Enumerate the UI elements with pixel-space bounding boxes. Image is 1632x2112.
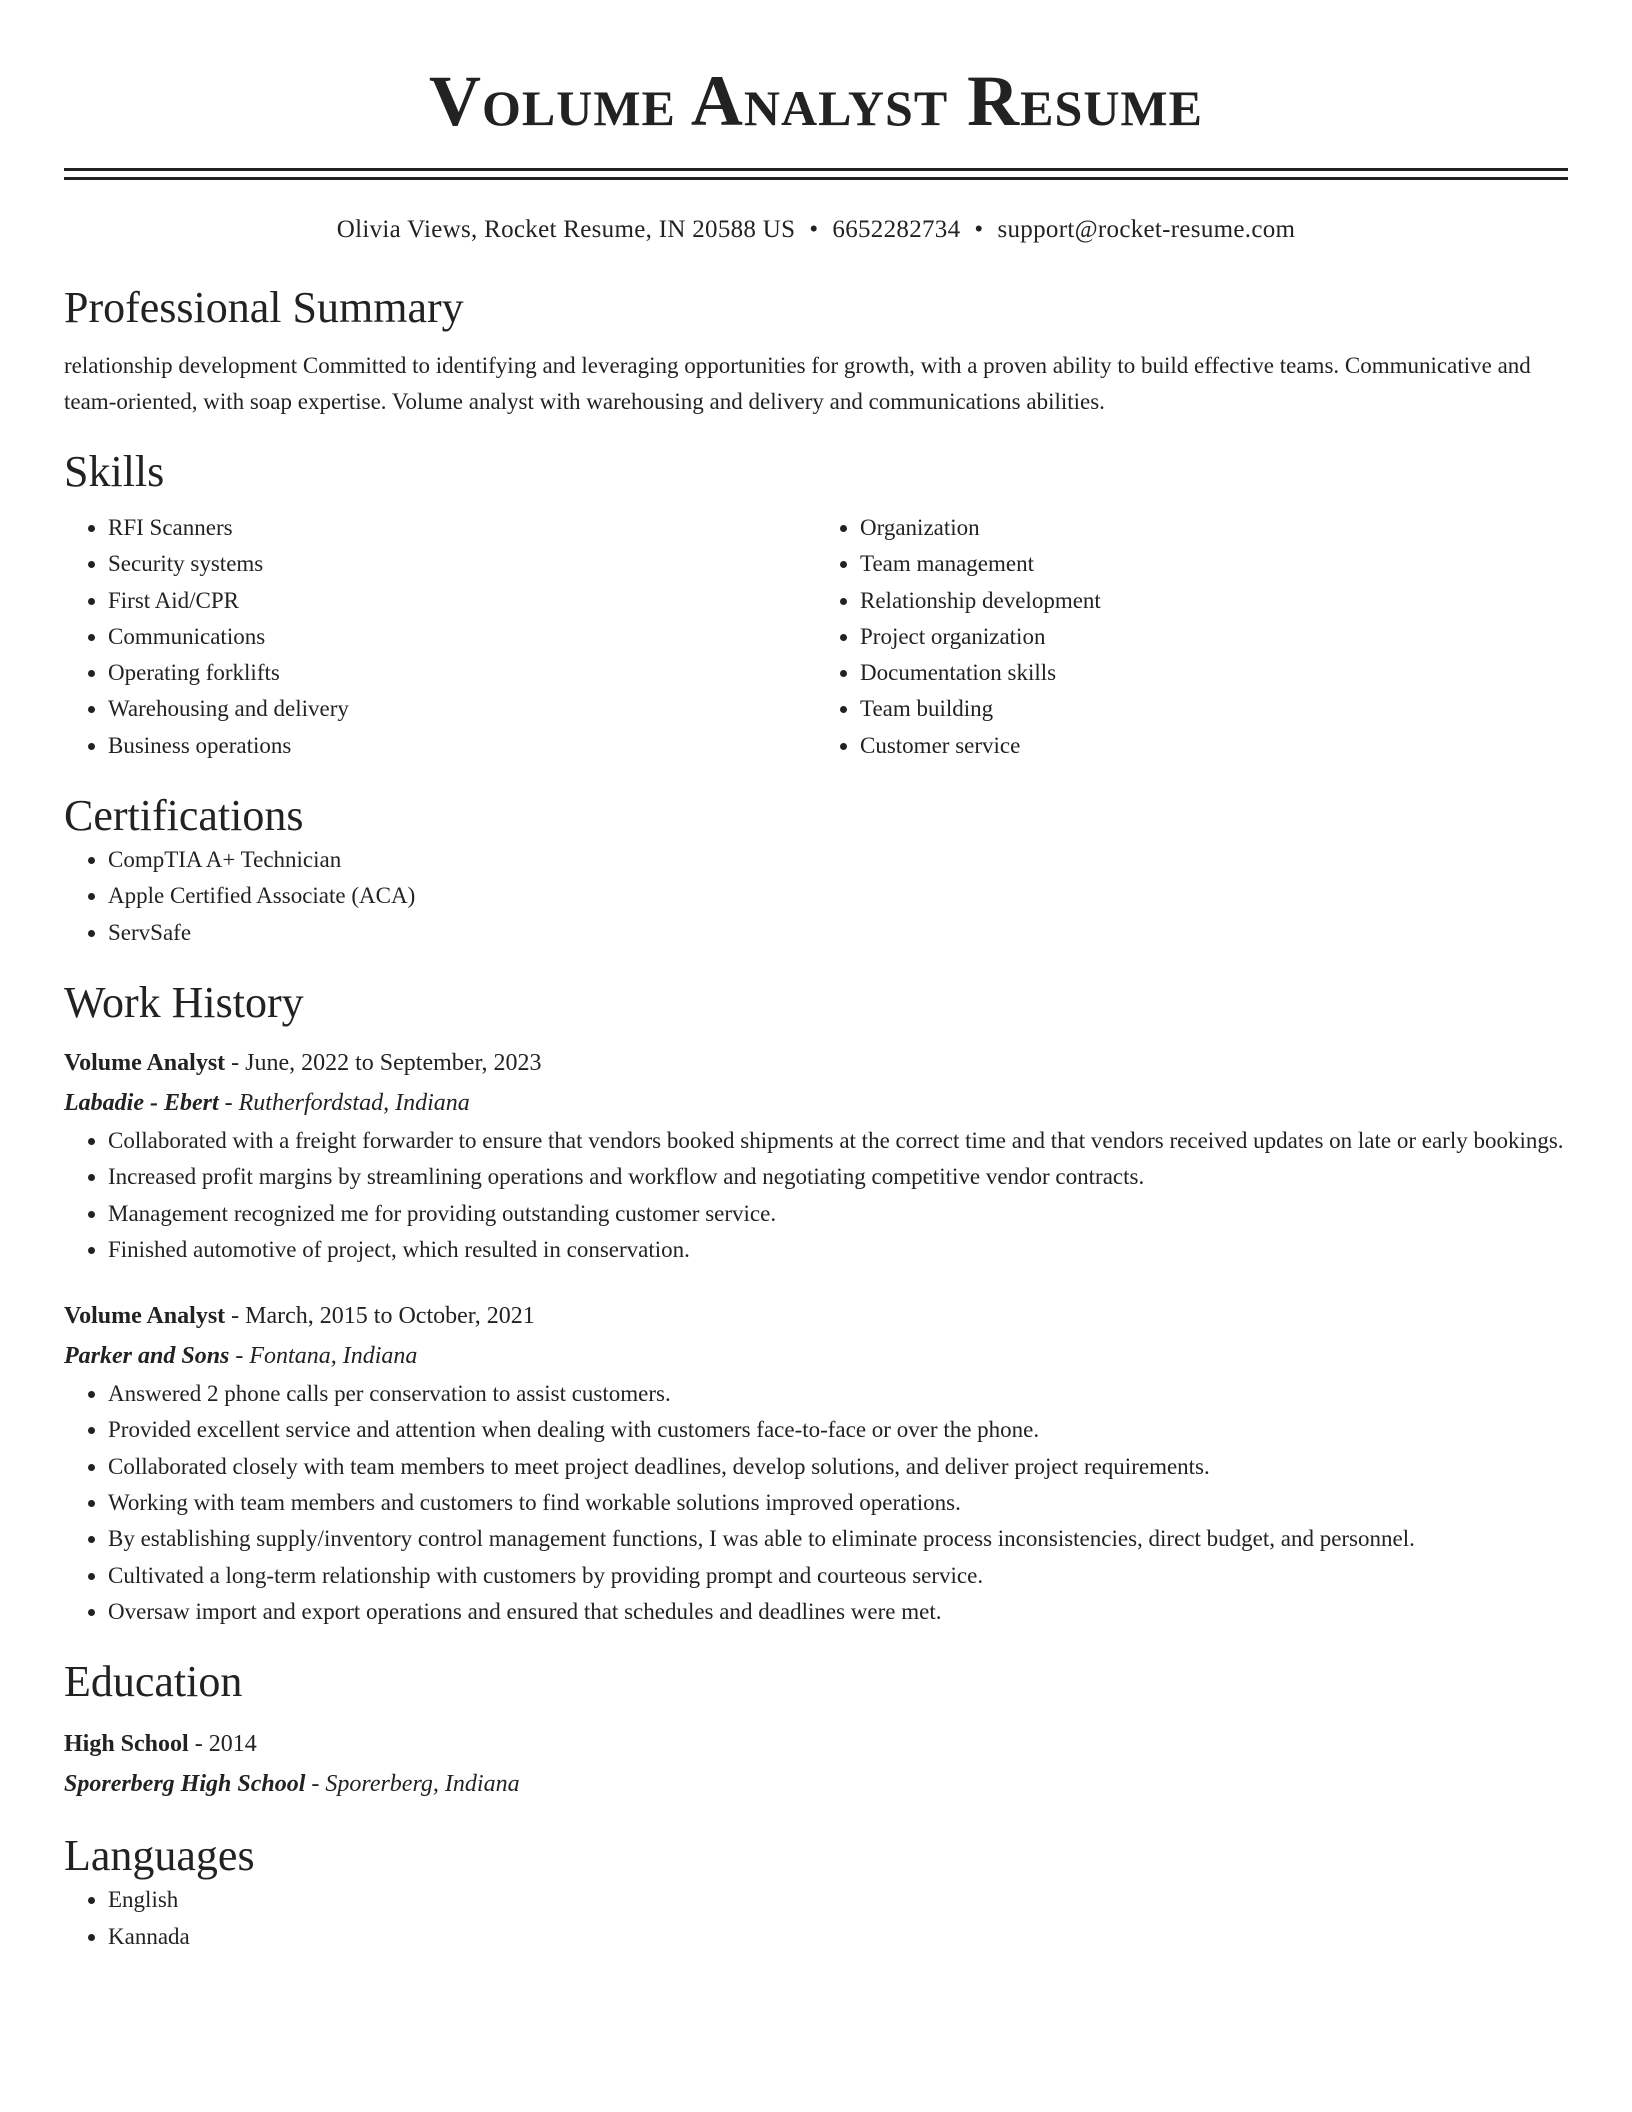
job-company: Labadie - Ebert [64, 1089, 219, 1116]
job-bullet: • Answered 2 phone calls per conservation to assist customers. [108, 1376, 1568, 1412]
skill-item: • Security systems [108, 546, 816, 582]
job-bullet: • By establishing supply/inventory control management functions, I was able to eliminate process inconsistencies, direct budget, and personnel. [108, 1521, 1568, 1557]
contact-email: support@rocket-resume.com [997, 216, 1296, 243]
certification-item: • Apple Certified Associate (ACA) [108, 878, 1568, 914]
job-title: Volume Analyst [64, 1303, 226, 1330]
job-bullet: • Collaborated with a freight forwarder to ensure that vendors booked shipments at the correct time and that vendors received updates on late or early bookings. [108, 1123, 1568, 1159]
work-history-heading: Work History [64, 977, 304, 1027]
job-bullet: • Provided excellent service and attention when dealing with customers face-to-face or over the phone. [108, 1412, 1568, 1448]
job-bullet: • Finished automotive of project, which resulted in conservation. [108, 1232, 1568, 1268]
skill-item: • First Aid/CPR [108, 583, 816, 619]
skills-columns [64, 510, 1568, 764]
skill-item: • RFI Scanners [108, 510, 816, 546]
language-item: • English [108, 1882, 1568, 1918]
job-title-line [64, 1296, 1568, 1336]
certifications-heading: Certifications [64, 791, 304, 841]
contact-address: Olivia Views, Rocket Resume, IN 20588 US [336, 216, 796, 243]
job-bullet-list [64, 1376, 1568, 1630]
job-company: Parker and Sons [64, 1343, 230, 1370]
certifications-list [64, 842, 1568, 951]
skill-item: • Communications [108, 619, 816, 655]
job-bullet: • Working with team members and customers to find workable solutions improved operations. [108, 1485, 1568, 1521]
education-year: - 2014 [188, 1731, 257, 1758]
skill-item: • Organization [860, 510, 1568, 546]
summary-heading: Professional Summary [64, 283, 464, 332]
languages-heading: Languages [64, 1831, 255, 1881]
job-title: Volume Analyst [64, 1049, 226, 1076]
job-bullet: • Collaborated closely with team members to meet project deadlines, develop solutions, and deliver project requirements. [108, 1449, 1568, 1485]
page-title: Volume Analyst Resume [429, 61, 1203, 141]
rule-line-bottom [64, 177, 1568, 180]
certification-item: • CompTIA A+ Technician [108, 842, 1568, 878]
skill-item: • Warehousing and delivery [108, 691, 816, 727]
education-heading: Education [64, 1657, 243, 1707]
skill-item: • Relationship development [860, 583, 1568, 619]
job-dates: - June, 2022 to September, 2023 [225, 1049, 542, 1076]
contact-separator: • [974, 216, 984, 243]
summary-text: relationship development Committed to identifying and leveraging opportunities for growth, with a proven ability to build effective teams. Communicative and team-oriented, with soap expertise. Volume analyst with warehousing and delivery and communications abilities. [64, 353, 1531, 414]
skill-item: • Customer service [860, 728, 1568, 764]
job-bullet: • Management recognized me for providing outstanding customer service. [108, 1196, 1568, 1232]
education-location: - Sporerberg, Indiana [305, 1771, 520, 1798]
job-bullet-list [64, 1123, 1568, 1268]
skill-item: • Operating forklifts [108, 655, 816, 691]
skills-list-right [816, 510, 1568, 764]
education-school-line [64, 1764, 1568, 1804]
education-school: Sporerberg High School [64, 1771, 306, 1798]
job-company-line [64, 1336, 1568, 1376]
skills-list-left [64, 510, 816, 764]
language-item: • Kannada [108, 1919, 1568, 1955]
job-location: - Rutherfordstad, Indiana [218, 1089, 470, 1116]
job-dates: - March, 2015 to October, 2021 [225, 1303, 535, 1330]
rule-line-top [64, 168, 1568, 171]
skill-item: • Team building [860, 691, 1568, 727]
certification-item: • ServSafe [108, 915, 1568, 951]
skill-item: • Business operations [108, 728, 816, 764]
skill-item: • Documentation skills [860, 655, 1568, 691]
skill-item: • Team management [860, 546, 1568, 582]
languages-list [64, 1882, 1568, 1955]
resume-page [64, 0, 1568, 1955]
job-entry [64, 1043, 1568, 1268]
job-bullet: • Increased profit margins by streamlining operations and workflow and negotiating competitive vendor contracts. [108, 1159, 1568, 1195]
education-degree: High School [64, 1731, 189, 1758]
job-bullet: • Oversaw import and export operations and ensured that schedules and deadlines were met. [108, 1594, 1568, 1630]
contact-phone: 6652282734 [832, 216, 961, 243]
job-bullet: • Cultivated a long-term relationship with customers by providing prompt and courteous service. [108, 1558, 1568, 1594]
skills-heading: Skills [64, 447, 165, 496]
contact-line [64, 214, 1568, 246]
job-location: - Fontana, Indiana [229, 1343, 418, 1370]
education-degree-line [64, 1724, 1568, 1764]
job-entry [64, 1296, 1568, 1630]
title-double-rule [64, 168, 1568, 180]
job-company-line [64, 1083, 1568, 1123]
contact-separator: • [809, 216, 819, 243]
job-title-line [64, 1043, 1568, 1083]
skill-item: • Project organization [860, 619, 1568, 655]
